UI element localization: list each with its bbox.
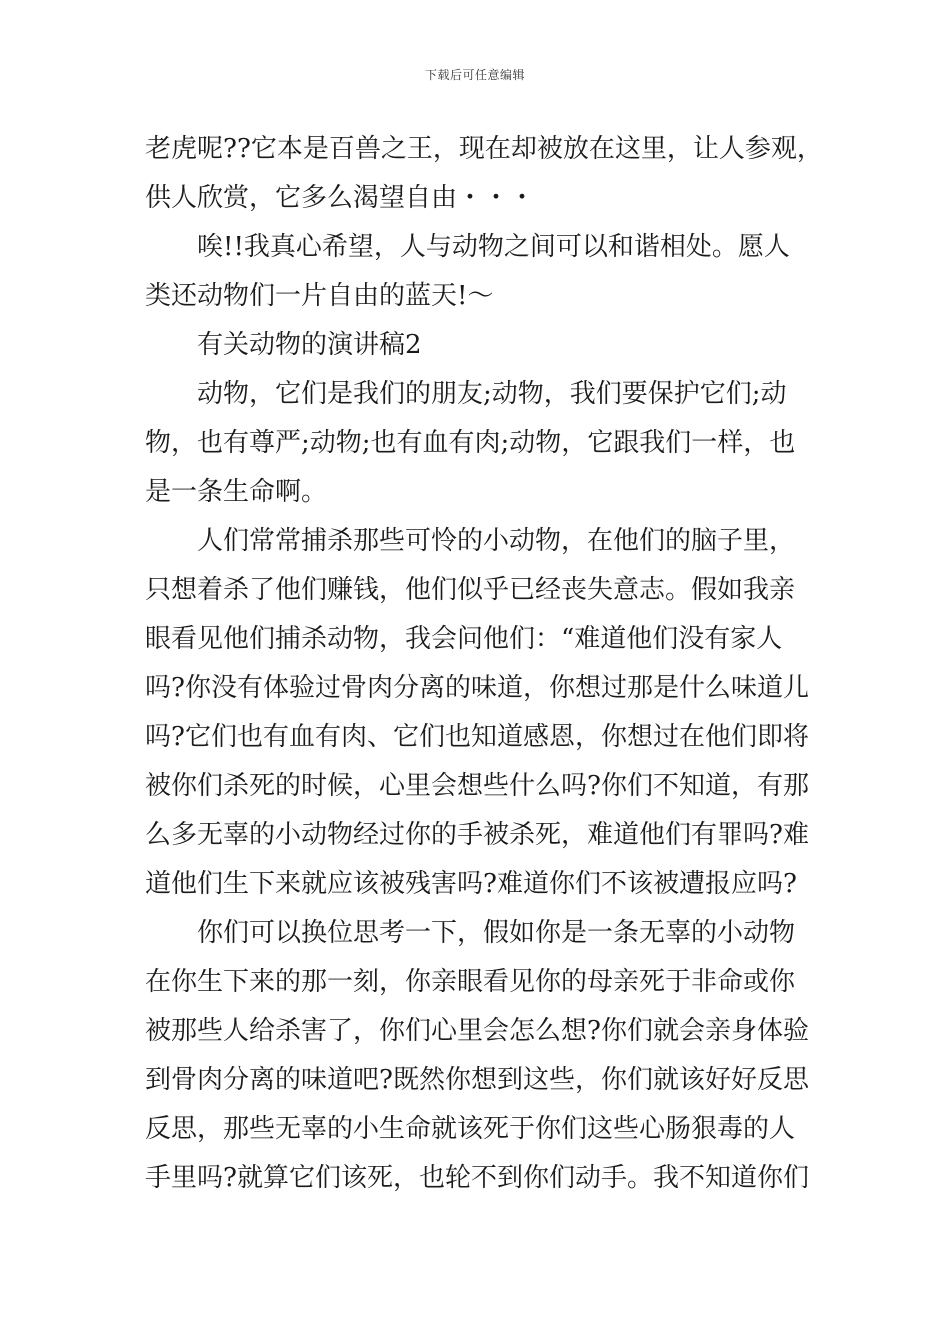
paragraph — [145, 909, 810, 1203]
heading-text: 有关动物的演讲稿2 — [197, 330, 422, 360]
text-line: 被你们杀死的时候，心里会想些什么吗?你们不知道，有那 — [145, 771, 809, 801]
text-line: 被那些人给杀害了，你们心里会怎么想?你们就会亲身体验 — [145, 1016, 809, 1046]
document-body — [145, 125, 823, 1203]
text-line: 供人欣赏，它多么渴望自由・・・ — [145, 183, 536, 213]
paragraph — [145, 370, 810, 517]
text-line: 眼看见他们捕杀动物，我会问他们：“难道他们没有家人 — [145, 624, 783, 654]
page-header: 下载后可任意编辑 — [424, 68, 525, 82]
text-line: 只想着杀了他们赚钱，他们似乎已经丧失意志。假如我亲 — [145, 575, 796, 605]
paragraph — [145, 125, 823, 223]
text-line: 道他们生下来就应该被残害吗?难道你们不该被遭报应吗? — [145, 869, 797, 899]
text-line: 动物，它们是我们的朋友;动物，我们要保护它们;动 — [197, 379, 787, 409]
text-line: 物，也有尊严;动物;也有血有肉;动物，它跟我们一样，也 — [145, 428, 796, 458]
text-line: 唉!!我真心希望，人与动物之间可以和谐相处。愿人 — [197, 232, 790, 262]
text-line: 是一条生命啊。 — [145, 477, 328, 507]
text-line: 吗?你没有体验过骨肉分离的味道，你想过那是什么味道儿 — [145, 673, 809, 703]
text-line: 老虎呢??它本是百兽之王，现在却被放在这里，让人参观， — [145, 134, 823, 164]
text-line: 在你生下来的那一刻，你亲眼看见你的母亲死于非命或你 — [145, 967, 796, 997]
text-line: 你们可以换位思考一下，假如你是一条无辜的小动物 — [197, 918, 796, 948]
text-line: 手里吗?就算它们该死，也轮不到你们动手。我不知道你们 — [145, 1163, 809, 1193]
section-heading — [145, 321, 810, 370]
text-line: 人们常常捕杀那些可怜的小动物，在他们的脑子里， — [197, 526, 796, 556]
text-line: 到骨肉分离的味道吧?既然你想到这些，你们就该好好反思 — [145, 1065, 809, 1095]
paragraph — [145, 223, 810, 321]
paragraph — [145, 517, 810, 909]
text-line: 反思，那些无辜的小生命就该死于你们这些心肠狠毒的人 — [145, 1114, 796, 1144]
text-line: 类还动物们一片自由的蓝天!～ — [145, 281, 494, 311]
text-line: 吗?它们也有血有肉、它们也知道感恩，你想过在他们即将 — [145, 722, 809, 752]
text-line: 么多无辜的小动物经过你的手被杀死，难道他们有罪吗?难 — [145, 820, 809, 850]
